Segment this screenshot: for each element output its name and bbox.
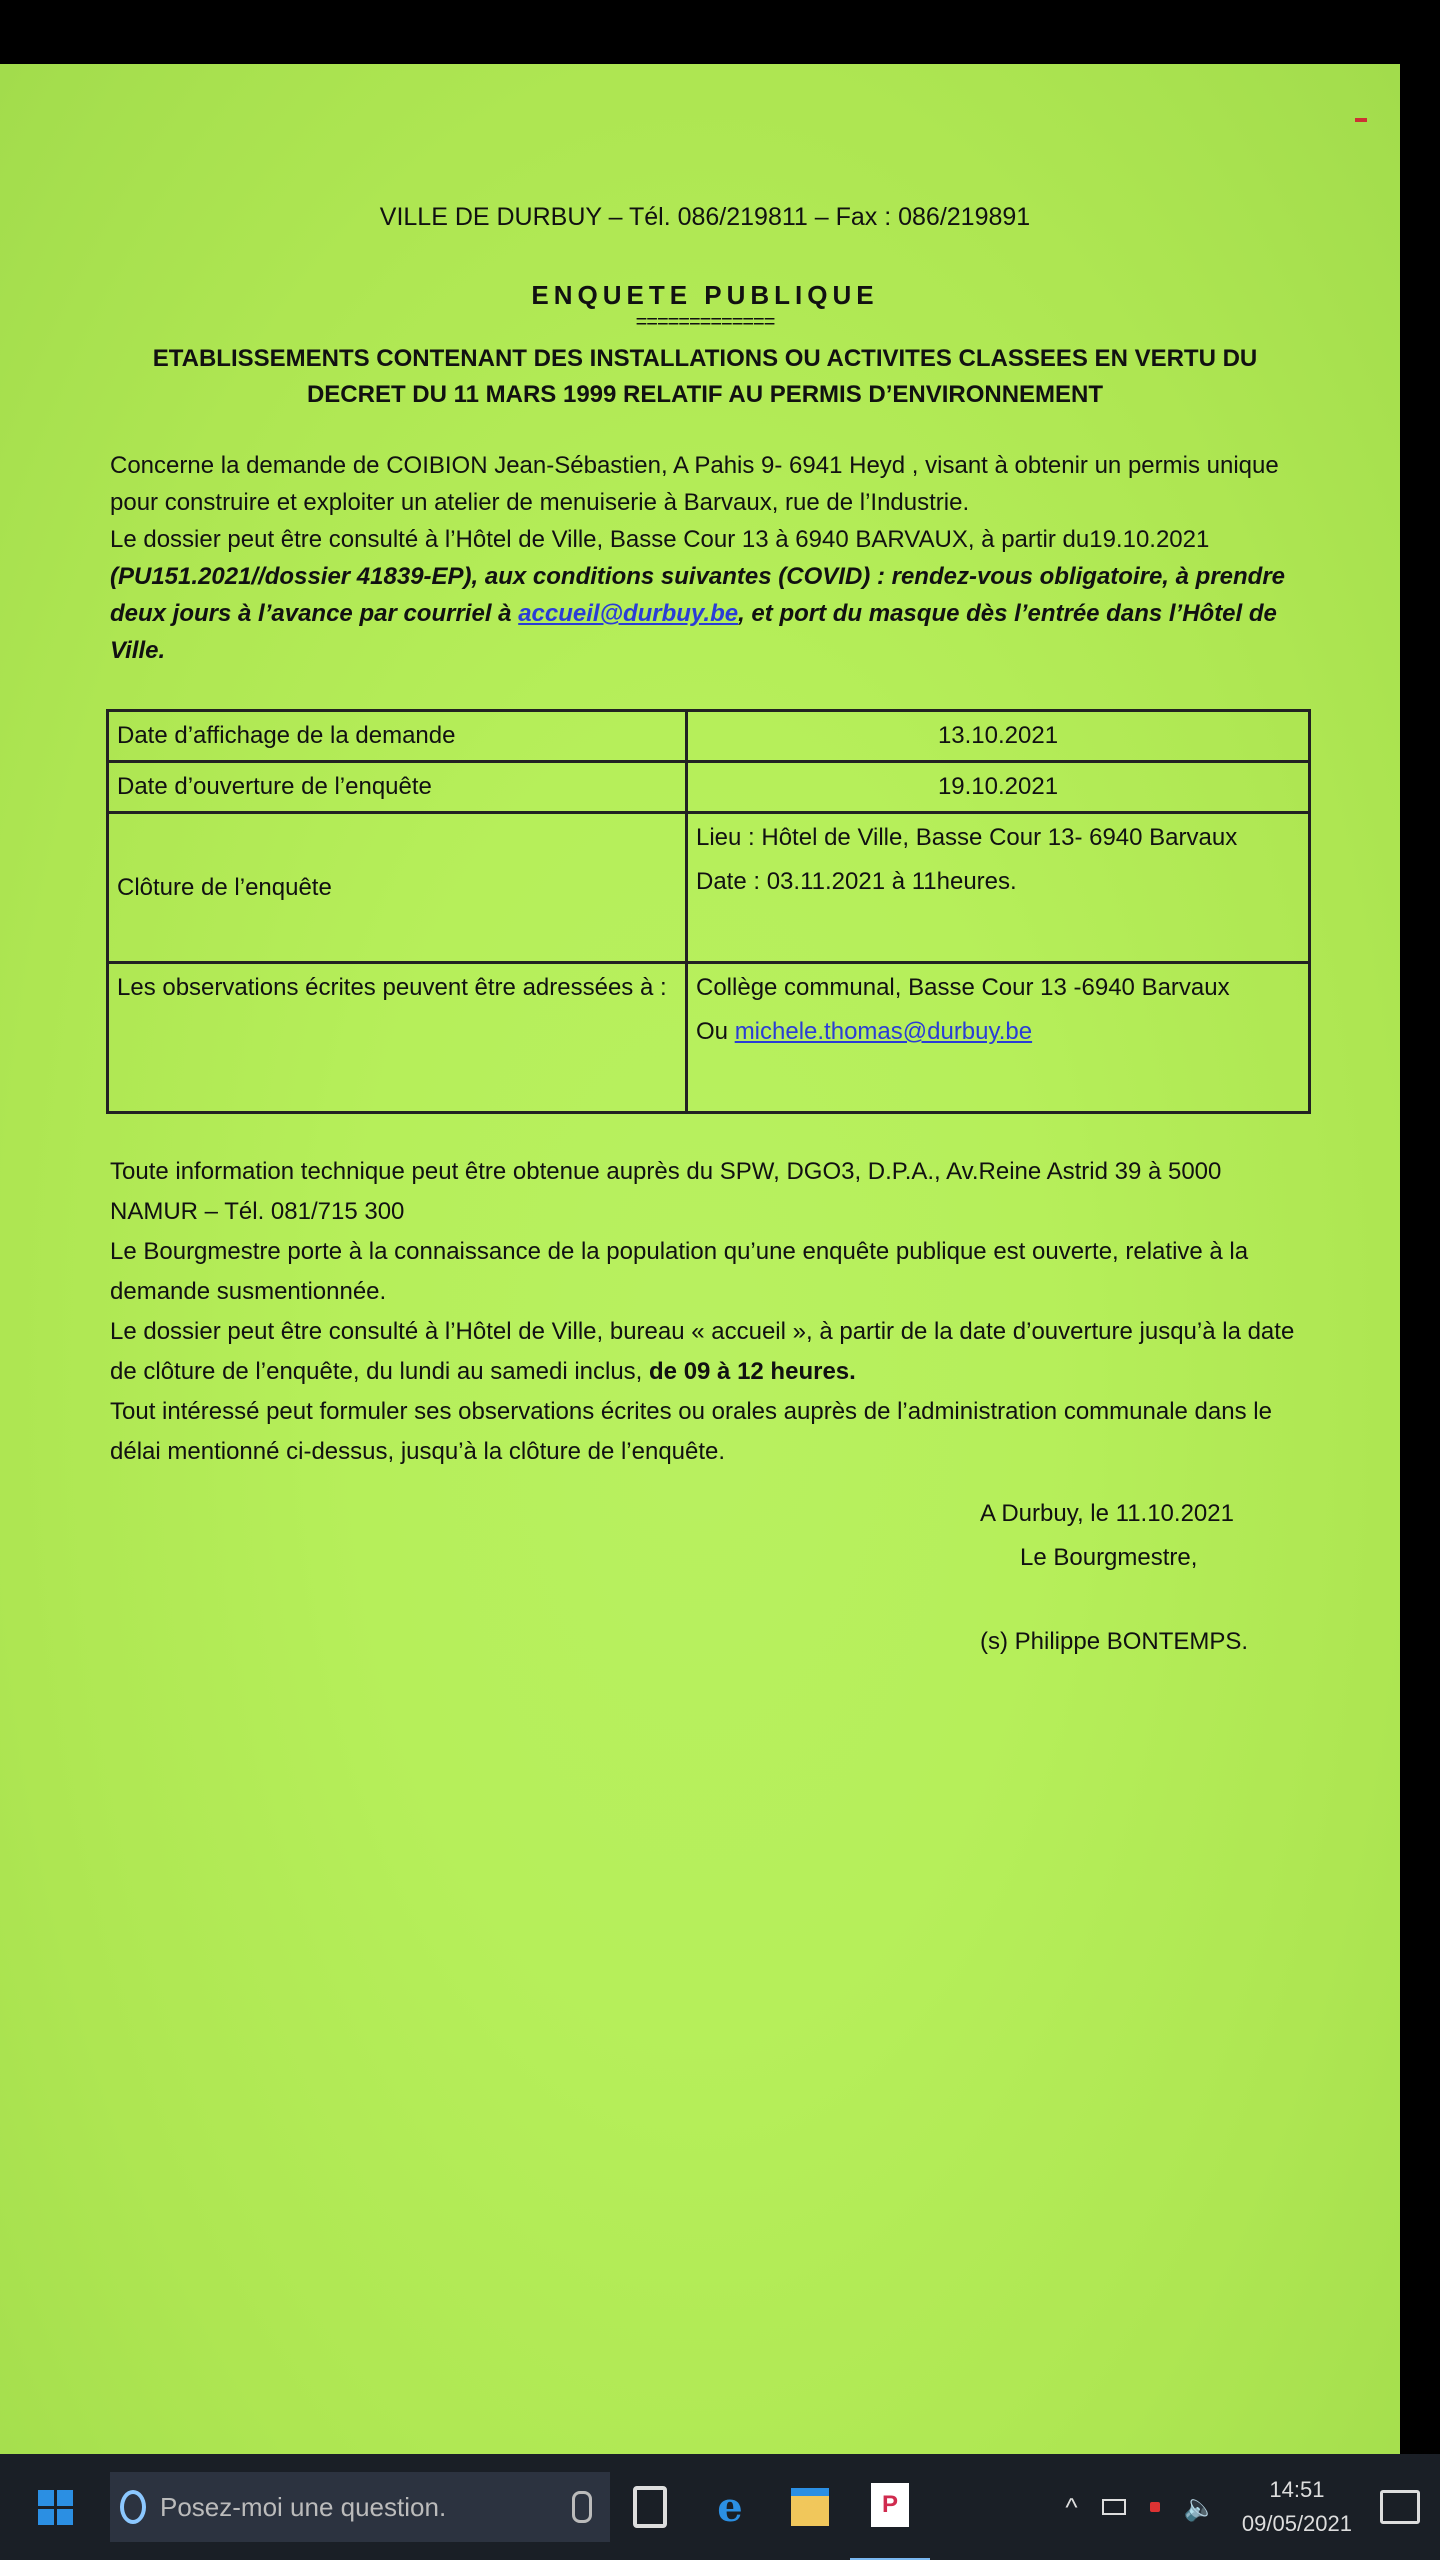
start-button[interactable] — [0, 2454, 110, 2560]
task-view-icon — [633, 2486, 667, 2528]
windows-icon — [38, 2490, 73, 2525]
clock-time: 14:51 — [1269, 2477, 1325, 2502]
clock-date: 09/05/2021 — [1241, 2511, 1352, 2536]
intro-section — [110, 447, 1300, 669]
footer-paragraph-2: Le Bourgmestre porte à la connaissance de la population qu’une enquête publique est ouverte, relative à la demande susmentionnée. — [110, 1238, 1249, 1305]
intro-p2-tail: , et port du masque dès l’entrée dans l’Hôtel de Ville. — [110, 600, 1277, 664]
cloture-date: Date : 03.11.2021 à 11heures. — [696, 868, 1017, 895]
observations-address: Collège communal, Basse Cour 13 -6940 Barvaux — [696, 974, 1230, 1001]
search-box[interactable] — [110, 2472, 610, 2542]
signature-block — [980, 1492, 1300, 1664]
row-value-observations — [687, 963, 1310, 1113]
edge-icon[interactable]: e — [717, 2483, 743, 2531]
signature-place-date: A Durbuy, le 11.10.2021 — [980, 1500, 1234, 1527]
taskbar — [0, 2454, 1440, 2560]
signature-role: Le Bourgmestre, — [1020, 1544, 1198, 1571]
row-label-observations: Les observations écrites peuvent être adressées à : — [108, 963, 687, 1113]
row-label-cloture: Clôture de l’enquête — [108, 813, 687, 963]
clock[interactable] — [1242, 2473, 1352, 2541]
opening-hours: de 09 à 12 heures. — [649, 1358, 856, 1385]
screen-area — [0, 64, 1400, 2454]
document — [110, 199, 1300, 1664]
red-indicator — [1355, 118, 1367, 122]
title-underline: ============= — [635, 311, 775, 333]
microphone-icon[interactable] — [572, 2491, 592, 2523]
intro-p2-covid: , aux conditions suivantes (COVID) : rendez-vous obligatoire, à prendre deux jours à l’avance par courriel à — [110, 563, 1286, 627]
intro-paragraph-1: Concerne la demande de COIBION Jean-Sébastien, A Pahis 9- 6941 Heyd , visant à obtenir un permis unique pour construire et exploiter un atelier de menuiserie à Barvaux, rue de l’Industrie. — [110, 452, 1279, 516]
footer-paragraph-3 — [110, 1312, 1300, 1392]
contact-line: VILLE DE DURBUY – Tél. 086/219811 – Fax : 086/219891 — [379, 203, 1031, 231]
dossier-reference: (PU151.2021//dossier 41839-EP) — [110, 563, 472, 590]
accueil-email-link[interactable]: accueil@durbuy.be — [518, 600, 739, 627]
observations-email-link[interactable]: michele.thomas@durbuy.be — [734, 1018, 1033, 1045]
footer-section — [110, 1152, 1300, 1472]
intro-p2-plain: Le dossier peut être consulté à l’Hôtel de Ville, Basse Cour 13 à 6940 BARVAUX, à partir du19.10.2021 — [110, 526, 1210, 553]
document-title: ENQUETE PUBLIQUE — [531, 280, 879, 310]
footer-paragraph-1: Toute information technique peut être obtenue auprès du SPW, DGO3, D.P.A., Av.Reine Astrid 39 à 5000 NAMUR – Tél. 081/715 300 — [110, 1158, 1222, 1225]
table-row — [108, 762, 1310, 813]
observations-email-line — [696, 1016, 1300, 1048]
pdf-app-icon[interactable] — [850, 2452, 930, 2560]
table-row — [108, 711, 1310, 762]
chevron-up-icon[interactable]: ^ — [1065, 2491, 1078, 2522]
table-row — [108, 963, 1310, 1113]
cloture-lieu: Lieu : Hôtel de Ville, Basse Cour 13- 6940 Barvaux — [696, 824, 1238, 851]
signature-name: (s) Philippe BONTEMPS. — [980, 1628, 1249, 1655]
row-label-affichage: Date d’affichage de la demande — [108, 711, 687, 762]
enquiry-table — [106, 709, 1311, 1114]
table-row — [108, 813, 1310, 963]
notification-icon[interactable] — [1380, 2490, 1420, 2524]
document-subtitle: ETABLISSEMENTS CONTENANT DES INSTALLATIONS OU ACTIVITES CLASSEES EN VERTU DU DECRET DU 11 MARS 1999 RELATIF AU PERMIS D’ENVIRONNEMENT — [152, 345, 1258, 408]
pdf-app-glyph: P — [871, 2483, 909, 2527]
footer-paragraph-4: Tout intéressé peut formuler ses observations écrites ou orales auprès de l’administration communale dans le délai mentionné ci-dessus, jusqu’à la clôture de l’enquête. — [110, 1398, 1272, 1465]
row-value-affichage: 13.10.2021 — [687, 711, 1310, 762]
search-placeholder: Posez-moi une question. — [160, 2491, 447, 2522]
observations-or: Ou — [696, 1018, 735, 1045]
task-view-button[interactable] — [610, 2454, 690, 2560]
cortana-icon — [120, 2490, 146, 2524]
file-explorer-icon[interactable] — [770, 2454, 850, 2560]
system-tray — [1053, 2454, 1440, 2560]
battery-icon[interactable] — [1102, 2499, 1126, 2515]
row-label-ouverture: Date d’ouverture de l’enquête — [108, 762, 687, 813]
intro-paragraph-2 — [110, 521, 1300, 669]
volume-icon[interactable]: 🔈 — [1183, 2491, 1216, 2522]
footer-p3-plain: Le dossier peut être consulté à l’Hôtel de Ville, bureau « accueil », à partir de la date d’ouverture jusqu’à la date de clôture de l’enquête, du lundi au samedi inclus, — [110, 1318, 1295, 1385]
network-icon[interactable] — [1150, 2502, 1160, 2512]
row-value-ouverture: 19.10.2021 — [687, 762, 1310, 813]
row-value-cloture — [687, 813, 1310, 963]
